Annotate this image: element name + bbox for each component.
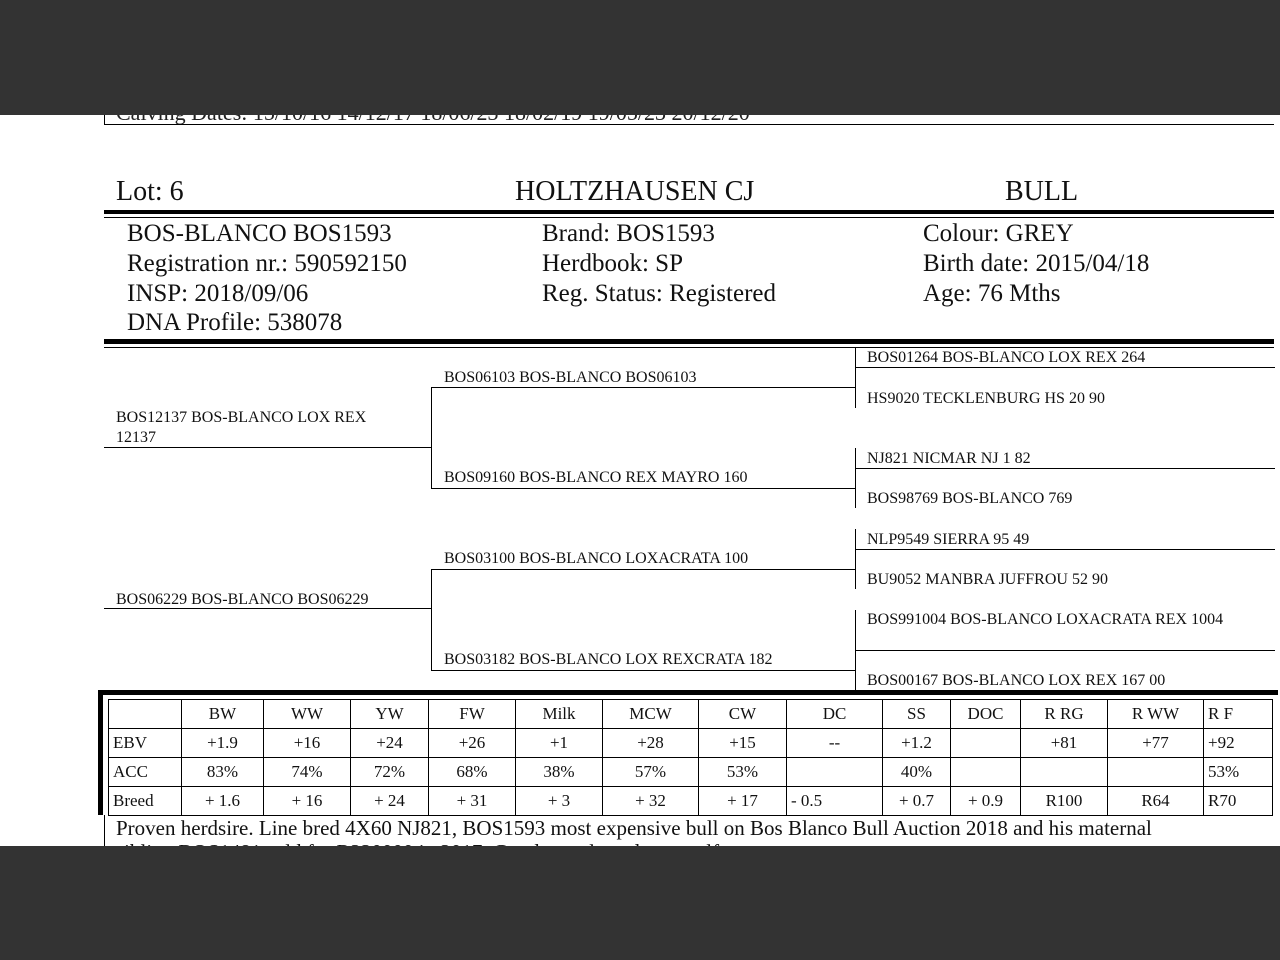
pedigree-sds-line: [855, 468, 1275, 469]
ebv-header-cell: DC: [787, 700, 883, 729]
ebv-header-cell: R F: [1204, 700, 1273, 729]
reg-status: Reg. Status: Registered: [542, 280, 776, 307]
pedigree-dsd: BU9052 MANBRA JUFFROU 52 90: [867, 571, 1108, 588]
insp-date: INSP: 2018/09/06: [127, 280, 309, 307]
ebv-cell: + 0.7: [883, 787, 951, 816]
header-rule-thick: [104, 210, 1274, 214]
pedigree-ss-line: [431, 387, 856, 388]
ebv-cell: +1.9: [182, 729, 264, 758]
colour: Colour: GREY: [923, 220, 1074, 247]
ebv-header-cell: R RG: [1021, 700, 1108, 729]
ebv-cell: 72%: [351, 758, 429, 787]
ebv-cell: 74%: [264, 758, 351, 787]
ebv-header-cell: SS: [883, 700, 951, 729]
ebv-cell: + 16: [264, 787, 351, 816]
ebv-header-cell: YW: [351, 700, 429, 729]
ebv-header-cell: WW: [264, 700, 351, 729]
lot-number: Lot: 6: [116, 176, 184, 207]
ebv-cell: 38%: [516, 758, 603, 787]
ebv-row-acc: [109, 758, 1273, 787]
registration-number: Registration nr.: 590592150: [127, 250, 407, 277]
pedigree-sds: NJ821 NICMAR NJ 1 82: [867, 450, 1031, 467]
header-rule-thin: [104, 217, 1274, 218]
ebv-cell: +77: [1108, 729, 1204, 758]
ebv-cell: +92: [1204, 729, 1273, 758]
pedigree-ddd: BOS00167 BOS-BLANCO LOX REX 167 00: [867, 672, 1166, 689]
ebv-top-rule: [98, 690, 1278, 695]
ebv-header-cell: Milk: [516, 700, 603, 729]
brand: Brand: BOS1593: [542, 220, 715, 247]
pedigree-sd-bracket: [855, 448, 856, 508]
ebv-cell: +1: [516, 729, 603, 758]
ebv-cell: +24: [351, 729, 429, 758]
ebv-cell: 53%: [1204, 758, 1273, 787]
ebv-cell: 83%: [182, 758, 264, 787]
pedigree-dd-line: [431, 670, 856, 671]
owner-name: HOLTZHAUSEN CJ: [515, 176, 755, 207]
pedigree-sd-line: [431, 488, 856, 489]
animal-sex: BULL: [1005, 176, 1079, 207]
ebv-cell: Breed: [109, 787, 182, 816]
remarks-line-1: Proven herdsire. Line bred 4X60 NJ821, BOS1593 most expensive bull on Bos Blanco Bull Auction 2018 and his maternal: [116, 816, 1152, 840]
ebv-table: [108, 699, 1273, 816]
ebv-row-ebv: [109, 729, 1273, 758]
ebv-cell: [951, 758, 1021, 787]
info-rule-thick: [104, 339, 1274, 344]
top-dark-bar: [0, 0, 1280, 115]
animal-name: BOS-BLANCO BOS1593: [127, 220, 392, 247]
previous-lot-bottom-rule: [104, 124, 1274, 125]
ebv-cell: --: [787, 729, 883, 758]
ebv-cell: +28: [603, 729, 699, 758]
ebv-header-cell: FW: [429, 700, 516, 729]
ebv-cell: R70: [1204, 787, 1273, 816]
bottom-dark-bar: [0, 846, 1280, 960]
ebv-cell: [1108, 758, 1204, 787]
ebv-row-breed: [109, 787, 1273, 816]
ebv-header-cell: R WW: [1108, 700, 1204, 729]
ebv-cell: +15: [699, 729, 787, 758]
pedigree-dam-bracket: [431, 569, 432, 670]
ebv-left-rule: [98, 690, 103, 815]
ebv-cell: +81: [1021, 729, 1108, 758]
pedigree-dss-line: [855, 549, 1275, 550]
ebv-cell: +16: [264, 729, 351, 758]
ebv-cell: + 24: [351, 787, 429, 816]
ebv-cell: R64: [1108, 787, 1204, 816]
ebv-header-row: [109, 700, 1273, 729]
ebv-cell: + 32: [603, 787, 699, 816]
ebv-cell: [951, 729, 1021, 758]
ebv-header-cell: MCW: [603, 700, 699, 729]
ebv-cell: [1021, 758, 1108, 787]
ebv-cell: - 0.5: [787, 787, 883, 816]
pedigree-sss: BOS01264 BOS-BLANCO LOX REX 264: [867, 349, 1146, 366]
pedigree-ds-bracket: [855, 529, 856, 589]
ebv-cell: 68%: [429, 758, 516, 787]
ebv-cell: 57%: [603, 758, 699, 787]
ebv-cell: R100: [1021, 787, 1108, 816]
ebv-header-cell: DOC: [951, 700, 1021, 729]
ebv-header-cell: [109, 700, 182, 729]
pedigree-dam: BOS06229 BOS-BLANCO BOS06229: [116, 591, 369, 608]
ebv-header-cell: CW: [699, 700, 787, 729]
pedigree-sire: BOS12137 BOS-BLANCO LOX REX 12137: [116, 409, 367, 446]
ebv-cell: 53%: [699, 758, 787, 787]
ebv-header-cell: BW: [182, 700, 264, 729]
ebv-cell: [787, 758, 883, 787]
ebv-cell: EBV: [109, 729, 182, 758]
dna-profile: DNA Profile: 538078: [127, 309, 343, 336]
pedigree-sire-sire: BOS06103 BOS-BLANCO BOS06103: [444, 369, 697, 386]
ebv-cell: + 17: [699, 787, 787, 816]
ebv-cell: 40%: [883, 758, 951, 787]
pedigree-dam-dam: BOS03182 BOS-BLANCO LOX REXCRATA 182: [444, 651, 773, 668]
ebv-cell: + 0.9: [951, 787, 1021, 816]
pedigree-ss-bracket: [855, 348, 856, 408]
pedigree-dam-sire: BOS03100 BOS-BLANCO LOXACRATA 100: [444, 550, 749, 567]
pedigree-dss: NLP9549 SIERRA 95 49: [867, 531, 1030, 548]
ebv-cell: +26: [429, 729, 516, 758]
pedigree-dds: BOS991004 BOS-BLANCO LOXACRATA REX 1004: [867, 611, 1224, 628]
birth-date: Birth date: 2015/04/18: [923, 250, 1150, 277]
ebv-cell: + 3: [516, 787, 603, 816]
pedigree-dam-line: [104, 608, 431, 609]
pedigree-sire-line: [104, 447, 431, 448]
ebv-cell: +1.2: [883, 729, 951, 758]
pedigree-sire-bracket: [431, 387, 432, 488]
ebv-cell: + 1.6: [182, 787, 264, 816]
pedigree-dds-line: [855, 650, 1275, 651]
ebv-cell: ACC: [109, 758, 182, 787]
ebv-cell: + 31: [429, 787, 516, 816]
pedigree-sire-dam: BOS09160 BOS-BLANCO REX MAYRO 160: [444, 469, 748, 486]
pedigree-sdd: BOS98769 BOS-BLANCO 769: [867, 490, 1073, 507]
pedigree-ds-line: [431, 569, 856, 570]
herdbook: Herdbook: SP: [542, 250, 683, 277]
frame-left-bottom: [104, 815, 105, 846]
age: Age: 76 Mths: [923, 280, 1061, 307]
pedigree-ssd: HS9020 TECKLENBURG HS 20 90: [867, 390, 1105, 407]
pedigree-sss-line: [855, 367, 1275, 368]
